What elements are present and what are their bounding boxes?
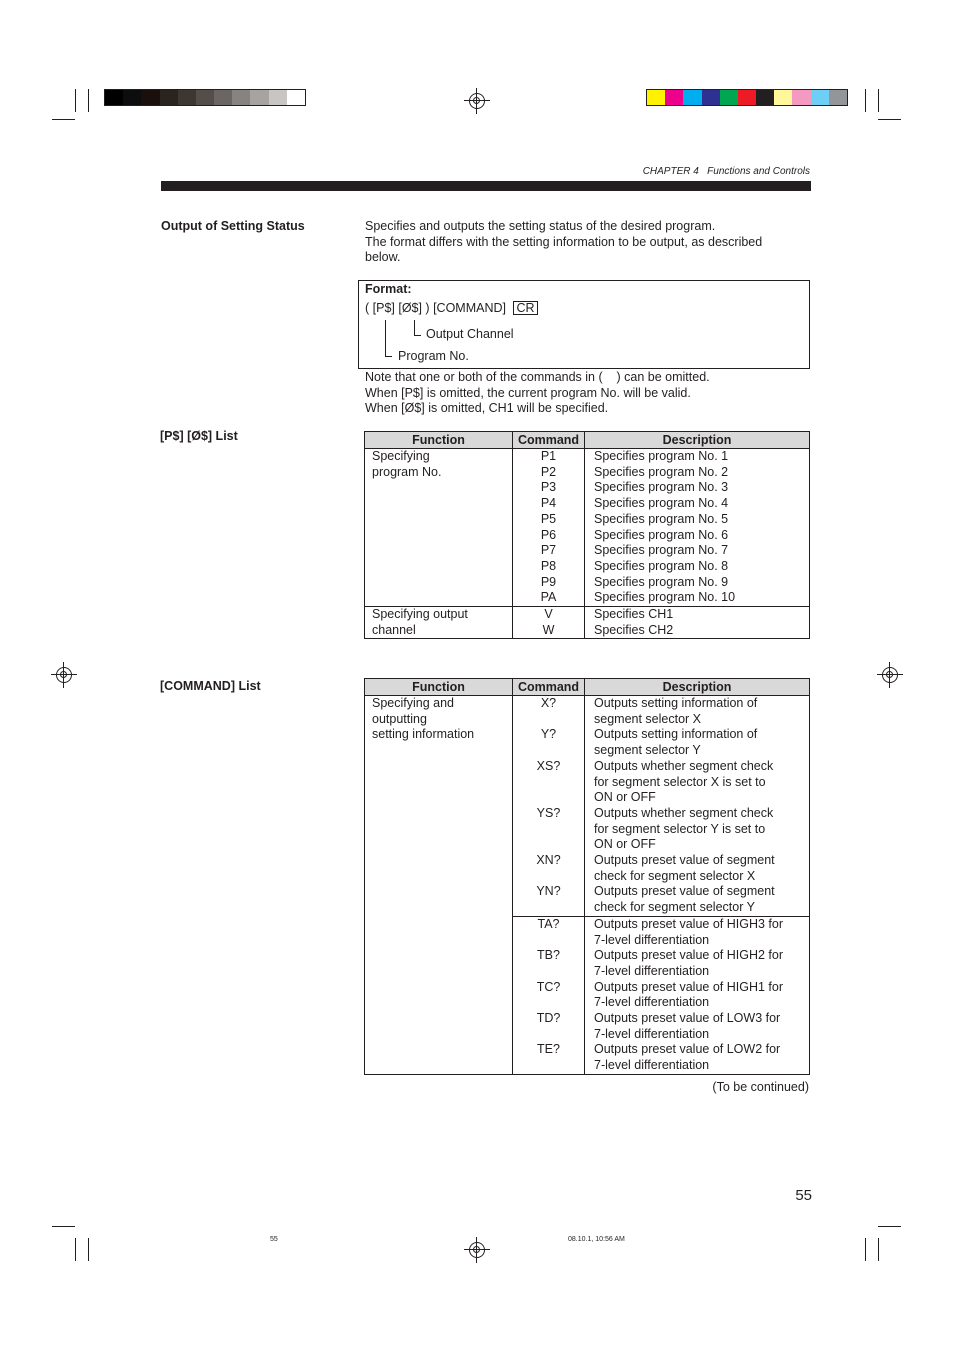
description-text: 7-level differentiation	[594, 1058, 710, 1073]
description-text: Outputs whether segment check	[594, 805, 774, 820]
section-title: Output of Setting Status	[161, 219, 305, 233]
description-text: ON or OFF	[594, 790, 656, 805]
command-code: TC?	[536, 979, 561, 994]
command-code	[513, 869, 584, 885]
function-text: outputting	[372, 711, 427, 726]
command-code	[513, 1027, 584, 1043]
crop-mark	[865, 1238, 866, 1261]
color-swatch	[702, 90, 720, 105]
ps-list-title: [P$] [Ø$] List	[160, 429, 238, 443]
description-text: Specifies program No. 8	[594, 558, 729, 573]
column-header: Function	[365, 432, 513, 449]
color-swatch	[250, 90, 268, 105]
registration-mark-icon	[469, 93, 485, 109]
command-code: P7	[540, 543, 557, 558]
command-code: X?	[540, 696, 557, 710]
page-number: 55	[795, 1187, 812, 1204]
command-cell	[513, 607, 585, 639]
bracket-line	[414, 320, 415, 335]
crop-mark	[878, 1238, 879, 1261]
command-code	[513, 964, 584, 980]
command-code: YN?	[536, 884, 561, 899]
command-code	[513, 837, 584, 853]
description-text: Specifies program No. 1	[594, 449, 729, 463]
description-text: segment selector Y	[594, 743, 701, 758]
crop-mark	[878, 89, 879, 112]
color-swatch	[665, 90, 683, 105]
note-line: When [Ø$] is omitted, CH1 will be specified.	[365, 401, 609, 416]
description-text: Outputs whether segment check	[594, 758, 774, 773]
command-code: XS?	[536, 758, 561, 773]
function-text: Specifying output	[372, 607, 468, 622]
command-code: P8	[540, 558, 557, 573]
color-swatch	[196, 90, 214, 105]
command-code: TE?	[537, 1042, 560, 1057]
description-cell	[585, 449, 810, 607]
command-list-title: [COMMAND] List	[160, 679, 261, 693]
description-text: Outputs setting information of	[594, 696, 758, 710]
description-text: Outputs preset value of HIGH2 for	[594, 948, 783, 963]
section-intro	[365, 219, 762, 266]
description-text: for segment selector Y is set to	[594, 821, 766, 836]
crop-mark	[865, 89, 866, 112]
description-text: ON or OFF	[594, 837, 656, 852]
description-text: 7-level differentiation	[594, 963, 710, 978]
ps-list-table	[364, 431, 810, 639]
command-code: P4	[540, 496, 557, 511]
description-text: Specifies CH1	[594, 607, 674, 622]
description-text: segment selector X	[594, 711, 701, 726]
color-swatch	[811, 90, 829, 105]
description-text: Specifies program No. 10	[594, 590, 736, 605]
description-text: Specifies program No. 4	[594, 496, 729, 511]
description-text: Specifies program No. 9	[594, 574, 729, 589]
footer-timestamp: 08.10.1, 10:56 AM	[568, 1236, 625, 1243]
description-text: Outputs preset value of HIGH1 for	[594, 979, 783, 994]
crop-mark	[52, 1226, 75, 1227]
command-cell	[513, 449, 585, 607]
command-code: TB?	[537, 948, 560, 963]
description-text: Specifies program No. 3	[594, 480, 729, 495]
color-swatch	[792, 90, 810, 105]
table-row	[365, 607, 810, 639]
crop-mark	[88, 1238, 89, 1261]
command-code	[513, 933, 584, 949]
intro-line: Specifies and outputs the setting status of the desired program.	[365, 219, 716, 233]
description-text: Outputs preset value of LOW3 for	[594, 1011, 781, 1026]
note-line: When [P$] is omitted, the current program No. will be valid.	[365, 385, 691, 400]
column-header: Description	[585, 432, 810, 449]
crop-mark	[878, 119, 901, 120]
description-text: check for segment selector Y	[594, 900, 755, 915]
description-text: 7-level differentiation	[594, 1026, 710, 1041]
color-swatch	[269, 90, 287, 105]
command-code: YS?	[536, 805, 561, 820]
command-code: V	[544, 607, 553, 622]
command-code	[513, 743, 584, 759]
crop-mark	[75, 1238, 76, 1261]
color-swatch	[738, 90, 756, 105]
color-swatch	[647, 90, 665, 105]
registration-mark-icon	[469, 1242, 485, 1258]
color-swatch	[105, 90, 123, 105]
color-swatch	[756, 90, 774, 105]
format-label: Format:	[365, 282, 412, 296]
table-row	[365, 696, 810, 917]
bracket-line	[385, 320, 386, 356]
function-text: program No.	[372, 464, 442, 479]
color-calibration-bar	[646, 89, 848, 106]
description-cell	[585, 916, 810, 1074]
intro-line: below.	[365, 250, 401, 265]
description-text: Outputs preset value of segment	[594, 853, 775, 868]
table-row	[365, 449, 810, 607]
command-code: XN?	[536, 853, 561, 868]
description-text: for segment selector X is set to	[594, 774, 766, 789]
description-text: Outputs preset value of LOW2 for	[594, 1042, 781, 1057]
command-code: P5	[540, 511, 557, 526]
crop-mark	[52, 119, 75, 120]
command-code: P9	[540, 574, 557, 589]
description-text: Specifies program No. 5	[594, 511, 729, 526]
function-text: channel	[372, 622, 416, 637]
program-no-label: Program No.	[398, 349, 469, 363]
description-text: Outputs setting information of	[594, 727, 758, 742]
color-swatch	[829, 90, 847, 105]
command-code: P3	[540, 480, 557, 495]
command-code	[513, 790, 584, 806]
column-header: Function	[365, 679, 513, 696]
color-swatch	[287, 90, 305, 105]
registration-mark-icon	[56, 667, 72, 683]
description-text: Specifies program No. 2	[594, 464, 729, 479]
grayscale-calibration-bar	[104, 89, 306, 106]
color-swatch	[774, 90, 792, 105]
crop-mark	[75, 89, 76, 112]
command-code: TD?	[536, 1011, 561, 1026]
color-swatch	[214, 90, 232, 105]
registration-mark-icon	[882, 667, 898, 683]
output-channel-label: Output Channel	[426, 327, 514, 341]
color-swatch	[160, 90, 178, 105]
color-swatch	[232, 90, 250, 105]
description-text: Specifies CH2	[594, 622, 674, 637]
command-code: P6	[540, 527, 557, 542]
color-swatch	[178, 90, 196, 105]
command-code: P2	[540, 464, 557, 479]
color-swatch	[123, 90, 141, 105]
note-line: Note that one or both of the commands in ( ) can be omitted.	[365, 370, 710, 384]
footer-page: 55	[270, 1236, 278, 1243]
crop-mark	[878, 1226, 901, 1227]
intro-line: The format differs with the setting information to be output, as described	[365, 234, 763, 249]
description-text: 7-level differentiation	[594, 995, 710, 1010]
bracket-line	[385, 356, 392, 357]
function-cell	[365, 607, 513, 639]
function-cell	[365, 696, 513, 1075]
column-header: Description	[585, 679, 810, 696]
color-swatch	[720, 90, 738, 105]
command-cell	[513, 916, 585, 1074]
color-swatch	[141, 90, 159, 105]
command-list-table	[364, 678, 810, 1075]
description-text: Outputs preset value of HIGH3 for	[594, 916, 783, 931]
command-code	[513, 712, 584, 728]
function-cell	[365, 449, 513, 607]
continued-note: (To be continued)	[712, 1080, 809, 1094]
format-notes	[365, 370, 710, 417]
format-box	[358, 280, 810, 369]
header-rule	[161, 181, 811, 191]
command-code	[513, 995, 584, 1011]
description-text: Specifies program No. 7	[594, 543, 729, 558]
cr-key: CR	[513, 301, 537, 315]
chapter-number: CHAPTER 4	[642, 166, 699, 177]
command-cell	[513, 696, 585, 917]
description-text: Outputs preset value of segment	[594, 884, 775, 899]
chapter-header	[500, 166, 810, 177]
column-header: Command	[513, 679, 585, 696]
description-text: Specifies program No. 6	[594, 527, 729, 542]
format-syntax-text: ( [P$] [Ø$] ) [COMMAND]	[365, 301, 506, 315]
crop-mark	[88, 89, 89, 112]
function-text: Specifying	[372, 449, 430, 463]
description-cell	[585, 696, 810, 917]
command-code: PA	[540, 590, 557, 605]
command-code: W	[542, 622, 555, 637]
color-swatch	[683, 90, 701, 105]
function-text: setting information	[372, 727, 475, 742]
function-text: Specifying and	[372, 696, 455, 710]
format-syntax	[365, 301, 538, 317]
description-text: check for segment selector X	[594, 868, 756, 883]
command-code: TA?	[537, 916, 560, 931]
column-header: Command	[513, 432, 585, 449]
command-code	[513, 1058, 584, 1074]
description-cell	[585, 607, 810, 639]
chapter-title: Functions and Controls	[707, 166, 810, 177]
command-code: P1	[540, 449, 557, 463]
command-code	[513, 775, 584, 791]
bracket-line	[414, 335, 421, 336]
command-code: Y?	[540, 727, 557, 742]
command-code	[513, 900, 584, 916]
command-code	[513, 822, 584, 838]
description-text: 7-level differentiation	[594, 932, 710, 947]
